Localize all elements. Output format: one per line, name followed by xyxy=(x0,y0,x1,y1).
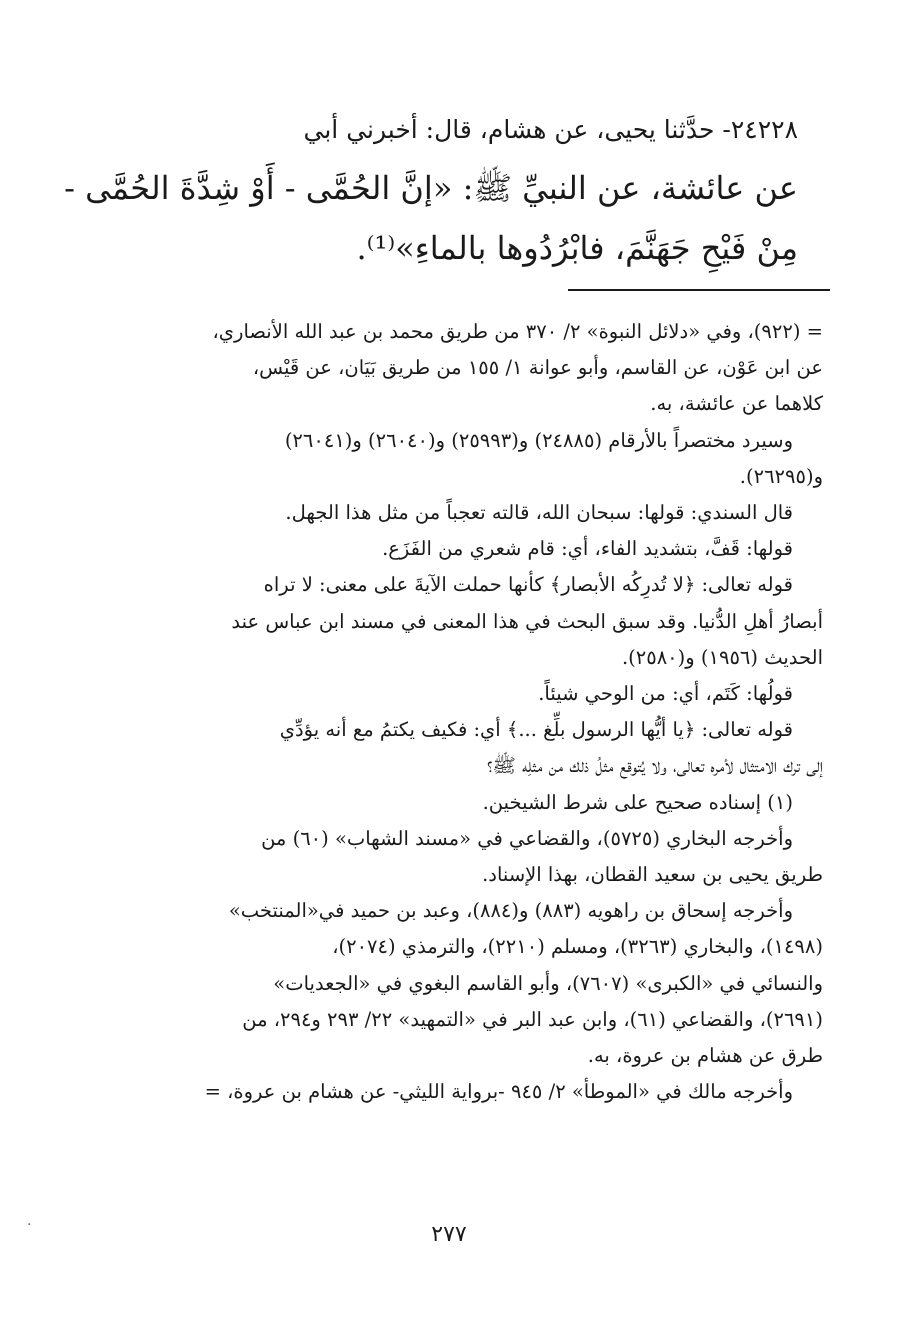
footnote-line: (١) إسناده صحيح على شرط الشيخين. xyxy=(482,790,793,814)
margin-mark: . xyxy=(27,1213,32,1229)
hadith-line: مِنْ فَيْحِ جَهَنَّمَ، فابْرُدُوها بالماءِ»⁽¹⁾. xyxy=(356,229,798,267)
footnote-line: قال السندي: قولها: سبحان الله، قالته تعجباً من مثل هذا الجهل. xyxy=(285,501,793,525)
footnote-line: = (٩٢٢)، وفي «دلائل النبوة» ٢/ ٣٧٠ من طريق محمد بن عبد الله الأنصاري، xyxy=(212,320,823,343)
footnote-line: والنسائي في «الكبرى» (٧٦٠٧)، وأبو القاسم البغوي في «الجعديات» xyxy=(273,971,823,995)
footnote-line: طرق عن هشام بن عروة، به. xyxy=(587,1044,823,1068)
page-number: ٢٧٧ xyxy=(431,1222,467,1247)
hadith-line: عن عائشة، عن النبيِّ ﷺ: «إنَّ الحُمَّى - أَوْ شِدَّةَ الحُمَّى - xyxy=(64,169,798,207)
hadith-text xyxy=(64,158,798,278)
footnote-line: و(٢٦٢٩٥). xyxy=(739,464,823,488)
footnote-line: قوله تعالى: ﴿لا تُدرِكُه الأبصار﴾ كأنها حملت الآيةَ على معنى: لا تراه xyxy=(263,573,793,597)
footnote-line: قولُها: كَتَم، أي: من الوحي شيئاً. xyxy=(538,682,793,706)
footnote-line: قوله تعالى: ﴿يا أيُّها الرسول بلِّغ ...﴾ أي: فكيف يكتمُ مع أنه يؤدِّي xyxy=(279,718,793,742)
footnote-line: قولها: قَفَّ، بتشديد الفاء، أي: قام شعري من الفَزَع. xyxy=(382,537,793,561)
footnotes xyxy=(75,314,823,1110)
footnote-line: طريق يحيى بن سعيد القطان، بهذا الإسناد. xyxy=(482,863,823,887)
footnote-line: وسيرد مختصراً بالأرقام (٢٤٨٨٥) و(٢٥٩٩٣) و(٢٦٠٤٠) و(٢٦٠٤١) xyxy=(284,428,793,452)
footnote-line: وأخرجه البخاري (٥٧٢٥)، والقضاعي في «مسند الشهاب» (٦٠) من xyxy=(261,826,793,850)
hadith-number-line: ٢٤٢٢٨- حدَّثنا يحيى، عن هشام، قال: أخبرني أبي xyxy=(303,115,798,144)
footnote-line: (١٤٩٨)، والبخاري (٣٢٦٣)، ومسلم (٢٢١٠)، والترمذي (٢٠٧٤)، xyxy=(332,935,823,959)
footnote-line: إلى ترك الامتثال لأمره تعالى، ولا يُتوقع مثلُ ذلك من مثلِه ﷺ؟ xyxy=(487,754,823,778)
footnote-separator xyxy=(568,289,830,291)
footnote-line: أبصارُ أهلِ الدُّنيا. وقد سبق البحث في هذا المعنى في مسند ابن عباس عند xyxy=(231,609,823,633)
footnote-line: وأخرجه مالك في «الموطأ» ٢/ ٩٤٥ -برواية الليثي- عن هشام بن عروة، = xyxy=(204,1080,793,1104)
footnote-line: (٢٦٩١)، والقضاعي (٦١)، وابن عبد البر في «التمهيد» ٢٢/ ٢٩٣ و٢٩٤، من xyxy=(242,1007,823,1031)
footnote-line: كلاهما عن عائشة، به. xyxy=(650,392,823,416)
footnote-line: وأخرجه إسحاق بن راهويه (٨٨٣) و(٨٨٤)، وعبد بن حميد في«المنتخب» xyxy=(228,899,793,923)
footnote-line: عن ابن عَوْن، عن القاسم، وأبو عوانة ١/ ١٥٥ من طريق بَيَان، عن قَيْس، xyxy=(252,356,823,380)
footnote-line: الحديث (١٩٥٦) و(٢٥٨٠). xyxy=(621,645,823,669)
